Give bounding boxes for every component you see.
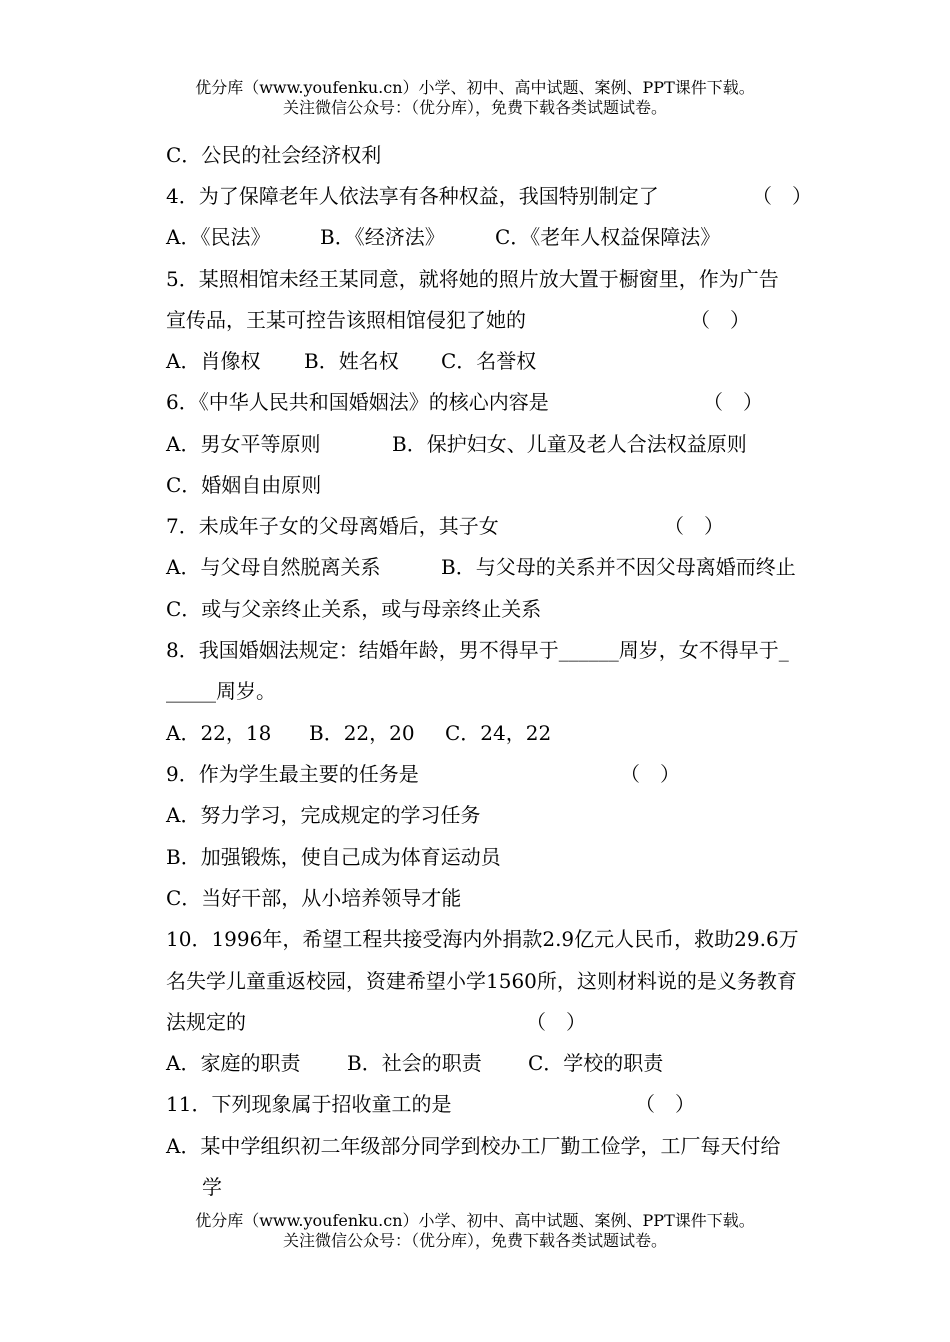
question-5-line-1: 5．某照相馆未经王某同意，就将她的照片放大置于橱窗里，作为广告 xyxy=(166,267,779,291)
answer-blank: （ ） xyxy=(664,514,724,538)
answer-blank: （ ） xyxy=(752,184,812,208)
question-10-line-2: 名失学儿童重返校园，资建希望小学1560所，这则材料说的是义务教育 xyxy=(166,969,797,993)
answer-blank: （ ） xyxy=(690,308,750,332)
option-a-line-2: 学 xyxy=(202,1175,222,1199)
footer-line-2: 关注微信公众号：（优分库），免费下载各类试题试卷。 xyxy=(282,1231,667,1250)
option-c: C．学校的职责 xyxy=(528,1051,664,1075)
option-b: B．保护妇女、儿童及老人合法权益原则 xyxy=(392,432,747,456)
header-line-2: 关注微信公众号：（优分库），免费下载各类试题试卷。 xyxy=(282,98,667,117)
option-a: A．22，18 xyxy=(166,721,272,745)
question-10-line-1: 10．1996年，希望工程共接受海内外捐款2.9亿元人民币，救助29.6万 xyxy=(166,927,799,951)
answer-blank: （ ） xyxy=(526,1010,586,1034)
option-a: A．《民法》 xyxy=(166,225,271,249)
option-b: B．与父母的关系并不因父母离婚而终止 xyxy=(441,555,796,579)
option-a-line-1: A．某中学组织初二年级部分同学到校办工厂勤工俭学，工厂每天付给 xyxy=(166,1134,781,1158)
question-9: 9．作为学生最主要的任务是 xyxy=(166,762,419,786)
answer-blank: （ ） xyxy=(635,1092,695,1116)
option-c: C．《老年人权益保障法》 xyxy=(495,225,721,249)
option-c: C．或与父亲终止关系，或与母亲终止关系 xyxy=(166,597,542,621)
question-10-line-3: 法规定的 xyxy=(166,1010,246,1034)
option-a: A．努力学习，完成规定的学习任务 xyxy=(166,803,481,827)
question-8-line-1: 8．我国婚姻法规定：结婚年龄，男不得早于______周岁，女不得早于_ xyxy=(166,638,789,662)
option-text: C．公民的社会经济权利 xyxy=(166,143,382,167)
option-a: A．肖像权 xyxy=(166,349,261,373)
option-a: A．与父母自然脱离关系 xyxy=(166,555,381,579)
footer-line-1: 优分库（www.youfenku.cn）小学、初中、高中试题、案例、PPT课件下载。 xyxy=(195,1211,755,1230)
option-c: C．24，22 xyxy=(445,721,552,745)
option-b: B．《经济法》 xyxy=(320,225,445,249)
option-b: B．加强锻炼，使自己成为体育运动员 xyxy=(166,845,501,869)
question-7: 7．未成年子女的父母离婚后，其子女 xyxy=(166,514,499,538)
question-5-line-2: 宣传品，王某可控告该照相馆侵犯了她的 xyxy=(166,308,526,332)
question-6: 6．《中华人民共和国婚姻法》的核心内容是 xyxy=(166,390,549,414)
option-b: B．姓名权 xyxy=(304,349,399,373)
question-8-line-2: _____周岁。 xyxy=(166,679,276,703)
answer-blank: （ ） xyxy=(620,762,680,786)
option-c: C．名誉权 xyxy=(441,349,537,373)
option-a: A．家庭的职责 xyxy=(166,1051,301,1075)
option-c: C．当好干部，从小培养领导才能 xyxy=(166,886,462,910)
option-c: C．婚姻自由原则 xyxy=(166,473,322,497)
option-b: B．社会的职责 xyxy=(347,1051,482,1075)
option-a: A．男女平等原则 xyxy=(166,432,321,456)
answer-blank: （ ） xyxy=(703,390,763,414)
option-b: B．22，20 xyxy=(309,721,415,745)
question-11: 11．下列现象属于招收童工的是 xyxy=(166,1092,452,1116)
question-4: 4．为了保障老年人依法享有各种权益，我国特别制定了 xyxy=(166,184,659,208)
header-line-1: 优分库（www.youfenku.cn）小学、初中、高中试题、案例、PPT课件下载。 xyxy=(195,78,755,97)
